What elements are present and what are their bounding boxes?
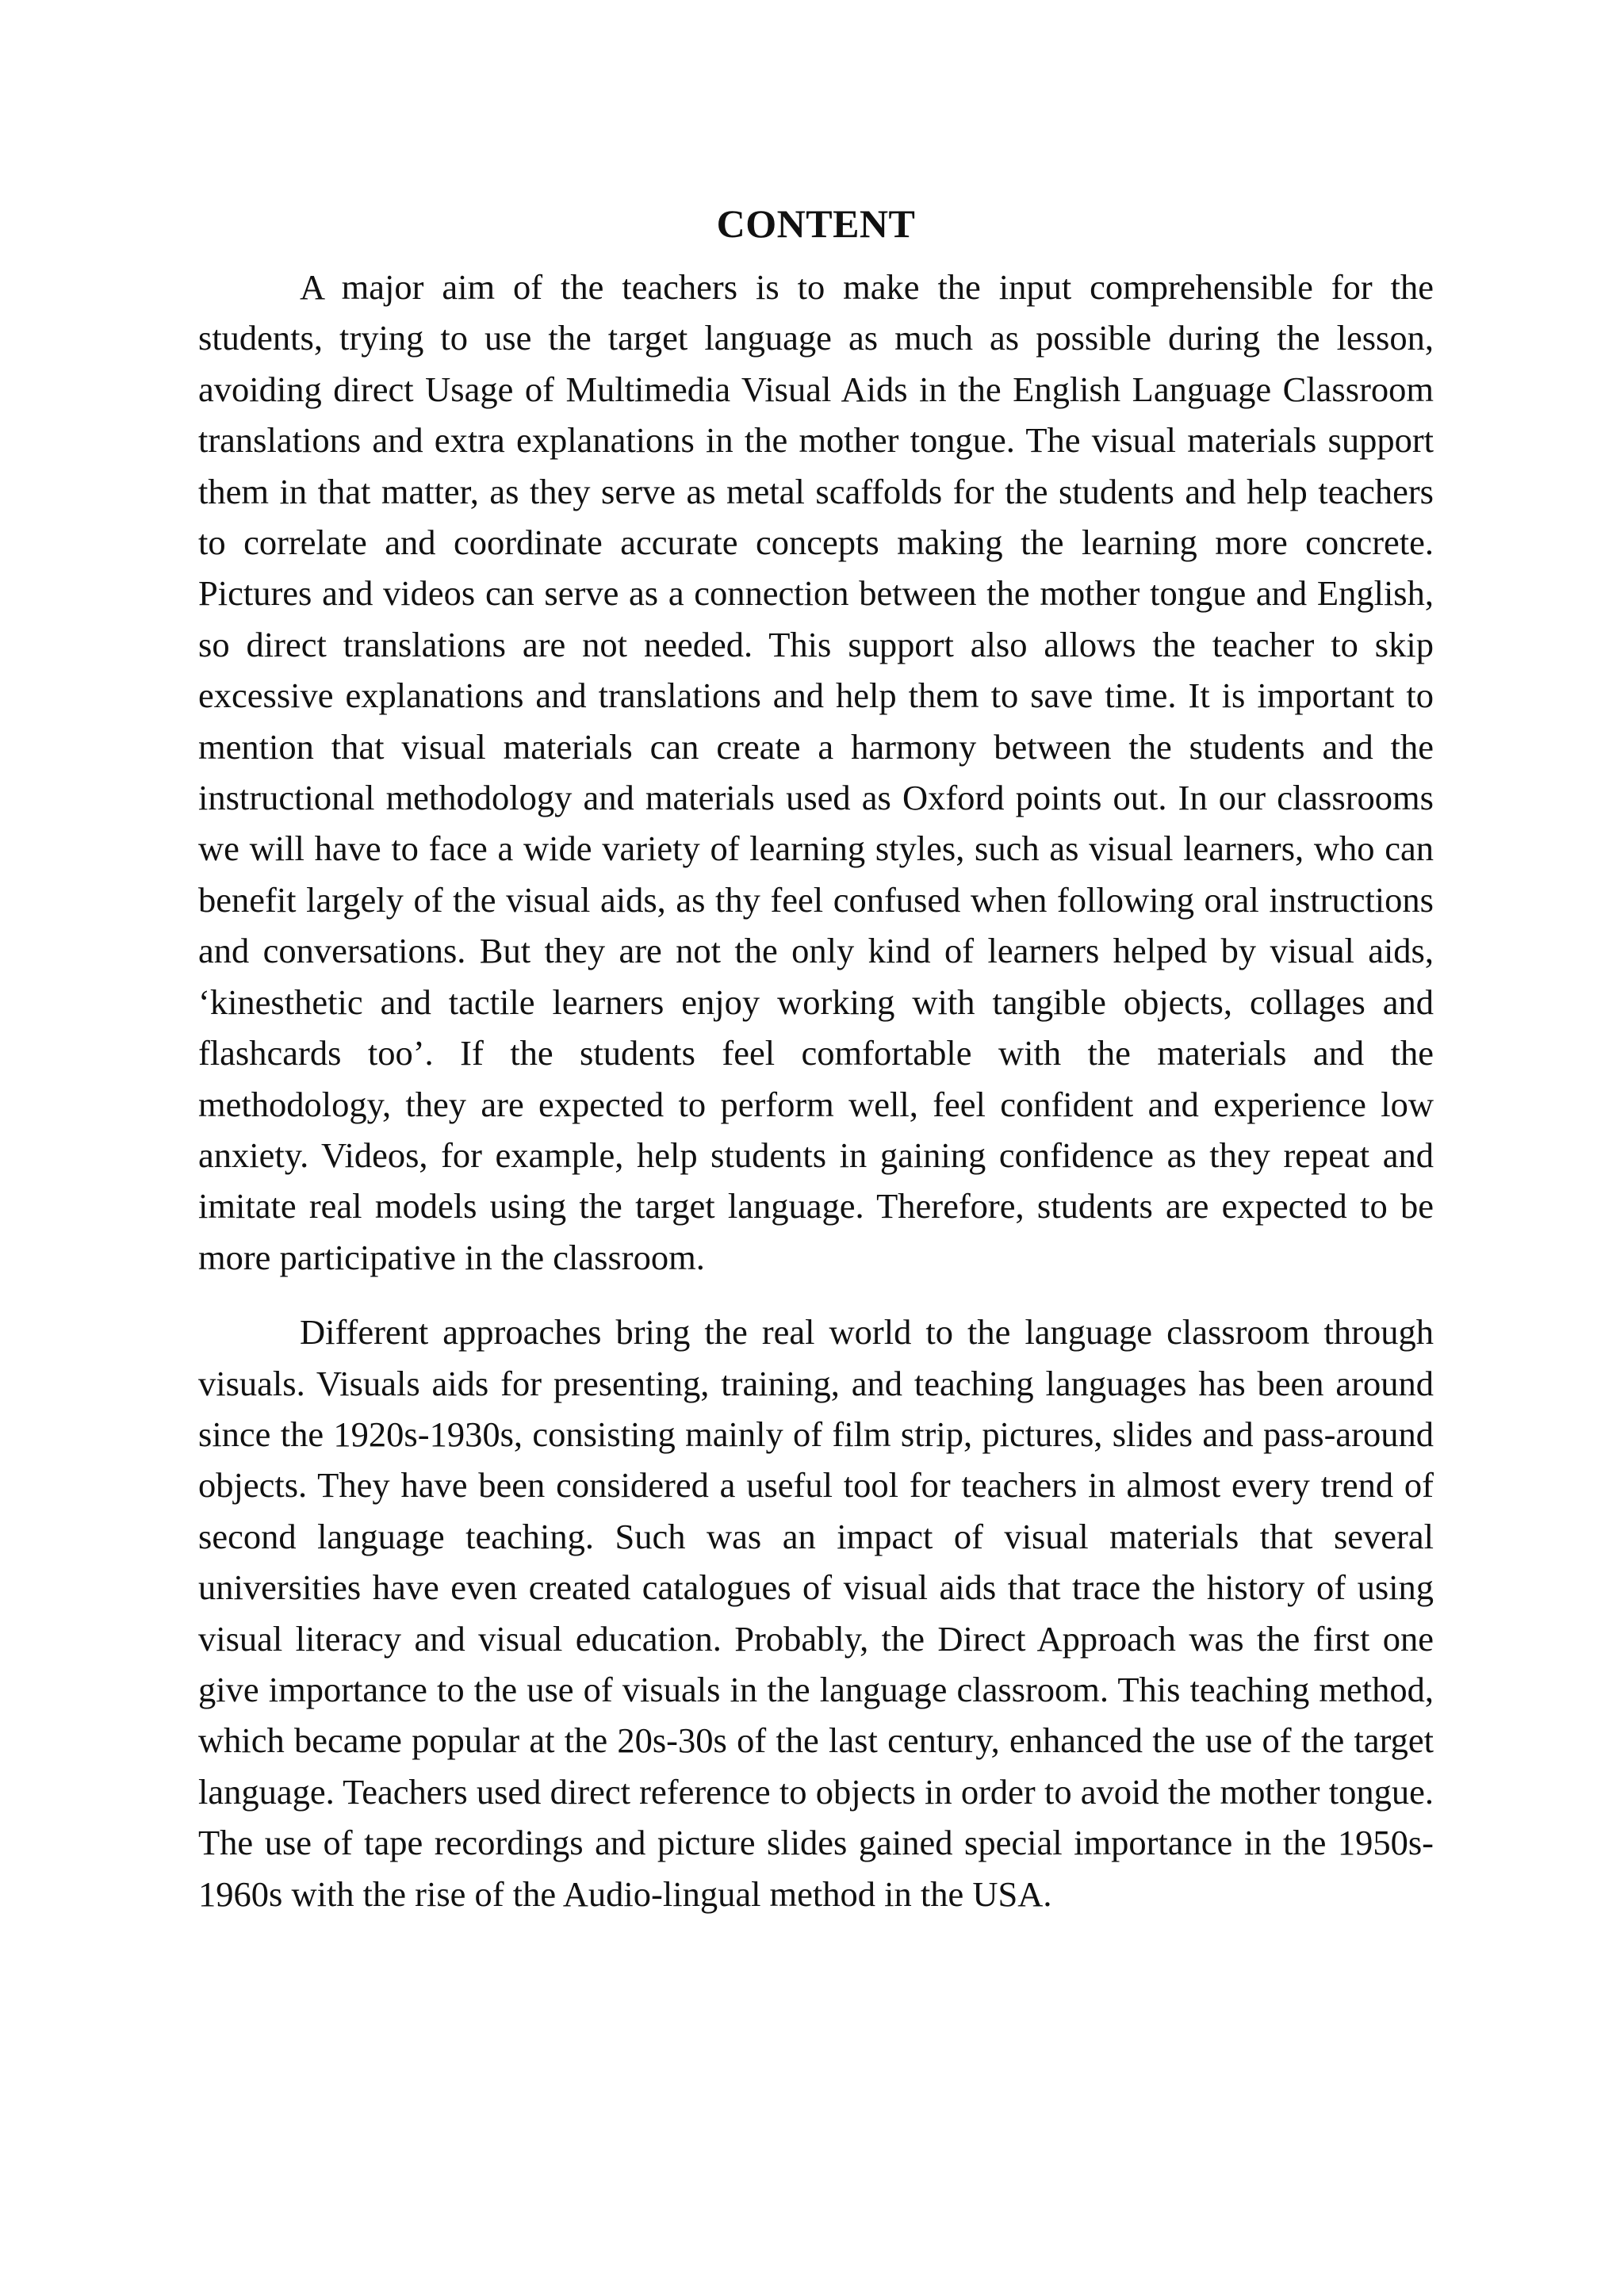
document-content [198, 195, 1434, 1919]
body-paragraph-2: Different approaches bring the real world to the language classroom through visuals. Visuals aids for presenting, training, and teaching languages has been around since the 1920s-1930s, consisting mainly of film strip, pictures, slides and pass-around objects. They have been considered a useful tool for teachers in almost every trend of second language teaching. Such was an impact of visual materials that several universities have even created catalogues of visual aids that trace the history of using visual literacy and visual education. Probably, the Direct Approach was the first one give importance to the use of visuals in the language classroom. This teaching method, which became popular at the 20s-30s of the last century, enhanced the use of the target language. Teachers used direct reference to objects in order to avoid the mother tongue. The use of tape recordings and picture slides gained special importance in the 1950s-1960s with the rise of the Audio-lingual method in the USA. [198, 1312, 1434, 1914]
page-title: CONTENT [716, 201, 916, 246]
body-paragraph-1: A major aim of the teachers is to make the input comprehensible for the students, trying to use the target language as much as possible during the lesson, avoiding direct Usage of Multimedia Visual Aids in the English Language Classroom translations and extra explanations in the mother tongue. The visual materials support them in that matter, as they serve as metal scaffolds for the students and help teachers to correlate and coordinate accurate concepts making the learning more concrete. Pictures and videos can serve as a connection between the mother tongue and English, so direct translations are not needed. This support also allows the teacher to skip excessive explanations and translations and help them to save time. It is important to mention that visual materials can create a harmony between the students and the instructional methodology and materials used as Oxford points out. In our classrooms we will have to face a wide variety of learning styles, such as visual learners, who can benefit largely of the visual aids, as thy feel confused when following oral instructions and conversations. But they are not the only kind of learners helped by visual aids, ‘kinesthetic and tactile learners enjoy working with tangible objects, collages and flashcards too’. If the students feel comfortable with the materials and the methodology, they are expected to perform well, feel confident and experience low anxiety. Videos, for example, help students in gaining confidence as they repeat and imitate real models using the target language. Therefore, students are expected to be more participative in the classroom. [198, 267, 1434, 1277]
